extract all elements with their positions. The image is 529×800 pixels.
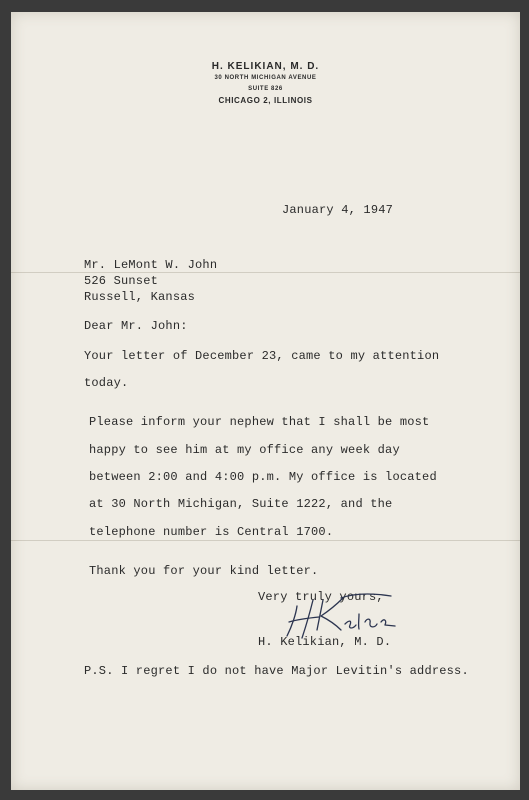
recipient-city: Russell, Kansas (84, 290, 196, 304)
letterhead-city: CHICAGO 2, ILLINOIS (218, 96, 313, 105)
recipient-street: 526 Sunset (84, 274, 159, 288)
paragraph-2-line: Please inform your nephew that I shall be most (89, 415, 430, 429)
paragraph-2-line: between 2:00 and 4:00 p.m. My office is located (89, 470, 437, 484)
paragraph-2-line: telephone number is Central 1700. (89, 525, 334, 539)
recipient-name: Mr. LeMont W. John (84, 258, 218, 272)
paragraph-2-line: happy to see him at my office any week day (89, 443, 400, 457)
closing-thanks: Thank you for your kind letter. (89, 564, 319, 578)
paragraph-2-line: at 30 North Michigan, Suite 1222, and the (89, 497, 393, 511)
paragraph-1-line: today. (84, 376, 129, 390)
letterhead-suite: SUITE 826 (248, 86, 283, 92)
postscript: P.S. I regret I do not have Major Levitin's address. (84, 664, 469, 678)
letter-page (11, 12, 520, 790)
letter-date: January 4, 1947 (282, 203, 394, 217)
paragraph-1-line: Your letter of December 23, came to my attention (84, 349, 440, 363)
fold-line-upper (11, 272, 520, 273)
letterhead-street: 30 NORTH MICHIGAN AVENUE (214, 75, 317, 81)
salutation: Dear Mr. John: (84, 319, 188, 333)
complimentary-close: Very truly yours, (258, 590, 384, 604)
letterhead-name: H. KELIKIAN, M. D. (211, 61, 320, 72)
signer-name: H. Kelikian, M. D. (258, 635, 392, 649)
fold-line-lower (11, 540, 520, 541)
